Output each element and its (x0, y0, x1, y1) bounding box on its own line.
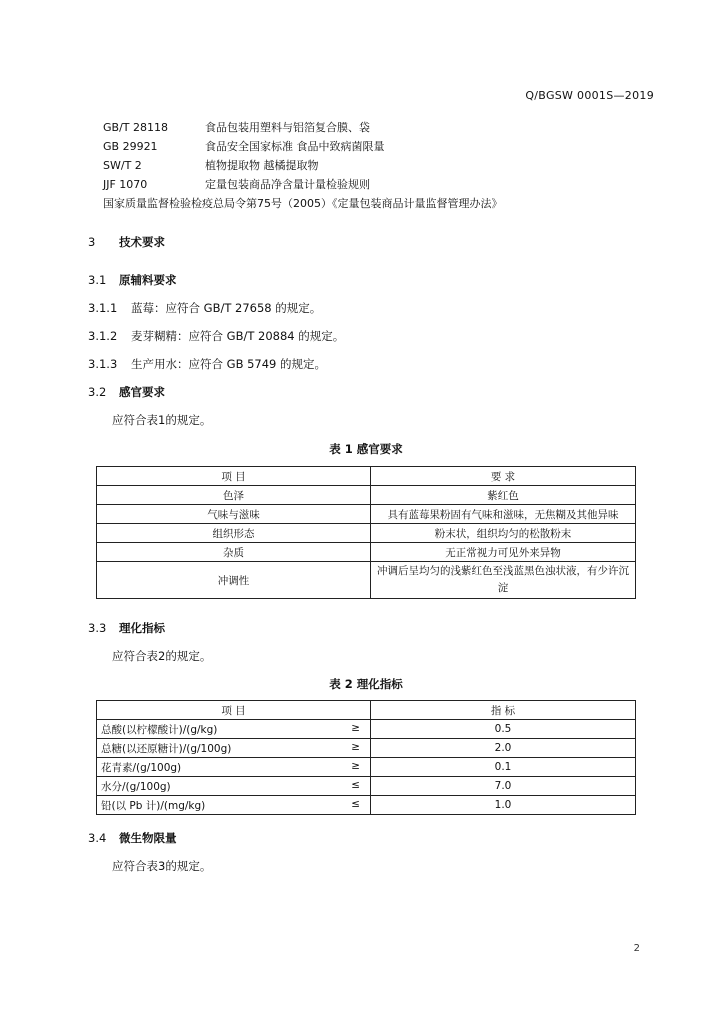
indicator-name: 铅(以 Pb 计)/(mg/kg) (101, 799, 206, 812)
table-cell: 冲调性 (97, 562, 371, 599)
comparison-symbol: ≥ (351, 740, 360, 753)
section-number: 3.2 (88, 385, 107, 399)
table-header-cell: 要 求 (371, 467, 636, 486)
comparison-symbol: ≥ (351, 759, 360, 772)
table-cell: 无正常视力可见外来异物 (371, 543, 636, 562)
table-1-caption: 表 1 感官要求 (329, 442, 403, 456)
table-cell (97, 720, 371, 739)
table-cell: 杂质 (97, 543, 371, 562)
section-number: 3 (88, 235, 96, 249)
table-cell: 冲调后呈均匀的浅紫红色至浅蓝黑色浊状液，有少许沉淀 (371, 562, 636, 599)
table-cell (97, 739, 371, 758)
table-cell: 粉末状，组织均匀的松散粉末 (371, 524, 636, 543)
section-paragraph: 应符合表2的规定。 (112, 649, 212, 663)
indicator-name: 总酸(以柠檬酸计)/(g/kg) (101, 723, 218, 736)
section-heading-3-2 (88, 384, 165, 400)
table-row (97, 739, 636, 758)
section-number: 3.3 (88, 621, 107, 635)
clause-text: 蓝莓：应符合 GB/T 27658 的规定。 (131, 301, 322, 315)
table-cell: 0.1 (371, 758, 636, 777)
reference-title: 定量包装商品净含量计量检验规则 (205, 178, 370, 191)
section-heading-3-4 (88, 830, 177, 846)
table-cell: 组织形态 (97, 524, 371, 543)
table-cell: 1.0 (371, 796, 636, 815)
normative-reference-decree: 国家质量监督检验检疫总局令第75号（2005）《定量包装商品计量监督管理办法》 (103, 197, 503, 210)
physicochemical-indicators-table (96, 700, 636, 815)
table-cell: 2.0 (371, 739, 636, 758)
table-cell: 7.0 (371, 777, 636, 796)
section-number: 3.1 (88, 273, 107, 287)
indicator-name: 花青素/(g/100g) (101, 761, 182, 774)
table-cell (97, 796, 371, 815)
table-cell (97, 758, 371, 777)
section-paragraph: 应符合表3的规定。 (112, 859, 212, 873)
table-cell: 紫红色 (371, 486, 636, 505)
clause-number: 3.1.1 (88, 301, 118, 315)
table-cell (97, 777, 371, 796)
table-header-cell: 项 目 (97, 701, 371, 720)
normative-reference (103, 119, 370, 135)
table-2-caption: 表 2 理化指标 (329, 677, 403, 691)
table-row (97, 777, 636, 796)
clause-number: 3.1.3 (88, 357, 118, 371)
reference-code: JJF 1070 (103, 178, 148, 191)
clause-3-1-2 (88, 328, 344, 344)
document-code: Q/BGSW 0001S—2019 (525, 89, 654, 102)
section-heading-3-1 (88, 272, 177, 288)
table-row (97, 562, 636, 599)
comparison-symbol: ≤ (351, 778, 360, 791)
table-row (97, 758, 636, 777)
section-title: 感官要求 (119, 385, 165, 399)
table-header-cell: 指 标 (371, 701, 636, 720)
table-row (97, 524, 636, 543)
reference-code: GB 29921 (103, 140, 158, 153)
section-heading-3-3 (88, 620, 165, 636)
table-row (97, 720, 636, 739)
table-header-cell: 项 目 (97, 467, 371, 486)
clause-3-1-1 (88, 300, 321, 316)
normative-reference (103, 138, 385, 154)
table-cell: 色泽 (97, 486, 371, 505)
table-cell: 气味与滋味 (97, 505, 371, 524)
section-title: 技术要求 (119, 235, 165, 249)
table-row (97, 486, 636, 505)
table-row (97, 796, 636, 815)
table-row (97, 543, 636, 562)
reference-title: 食品安全国家标准 食品中致病菌限量 (205, 140, 385, 153)
comparison-symbol: ≤ (351, 797, 360, 810)
table-cell: 0.5 (371, 720, 636, 739)
normative-reference (103, 157, 319, 173)
clause-text: 麦芽糊精：应符合 GB/T 20884 的规定。 (131, 329, 345, 343)
reference-title: 食品包装用塑料与铝箔复合膜、袋 (205, 121, 370, 134)
clause-3-1-3 (88, 356, 326, 372)
reference-code: SW/T 2 (103, 159, 142, 172)
table-header-row (97, 467, 636, 486)
normative-reference (103, 176, 370, 192)
clause-number: 3.1.2 (88, 329, 118, 343)
table-header-row (97, 701, 636, 720)
section-paragraph: 应符合表1的规定。 (112, 413, 212, 427)
comparison-symbol: ≥ (351, 721, 360, 734)
reference-title: 植物提取物 越橘提取物 (205, 159, 319, 172)
table-row (97, 505, 636, 524)
clause-text: 生产用水：应符合 GB 5749 的规定。 (131, 357, 327, 371)
sensory-requirements-table (96, 466, 636, 599)
section-number: 3.4 (88, 831, 107, 845)
table-cell: 具有蓝莓果粉固有气味和滋味，无焦糊及其他异味 (371, 505, 636, 524)
section-title: 原辅料要求 (119, 273, 177, 287)
indicator-name: 水分/(g/100g) (101, 780, 171, 793)
section-heading-3 (88, 234, 165, 250)
reference-code: GB/T 28118 (103, 121, 168, 134)
section-title: 理化指标 (119, 621, 165, 635)
indicator-name: 总糖(以还原糖计)/(g/100g) (101, 742, 232, 755)
page-number: 2 (633, 943, 640, 954)
section-title: 微生物限量 (119, 831, 177, 845)
